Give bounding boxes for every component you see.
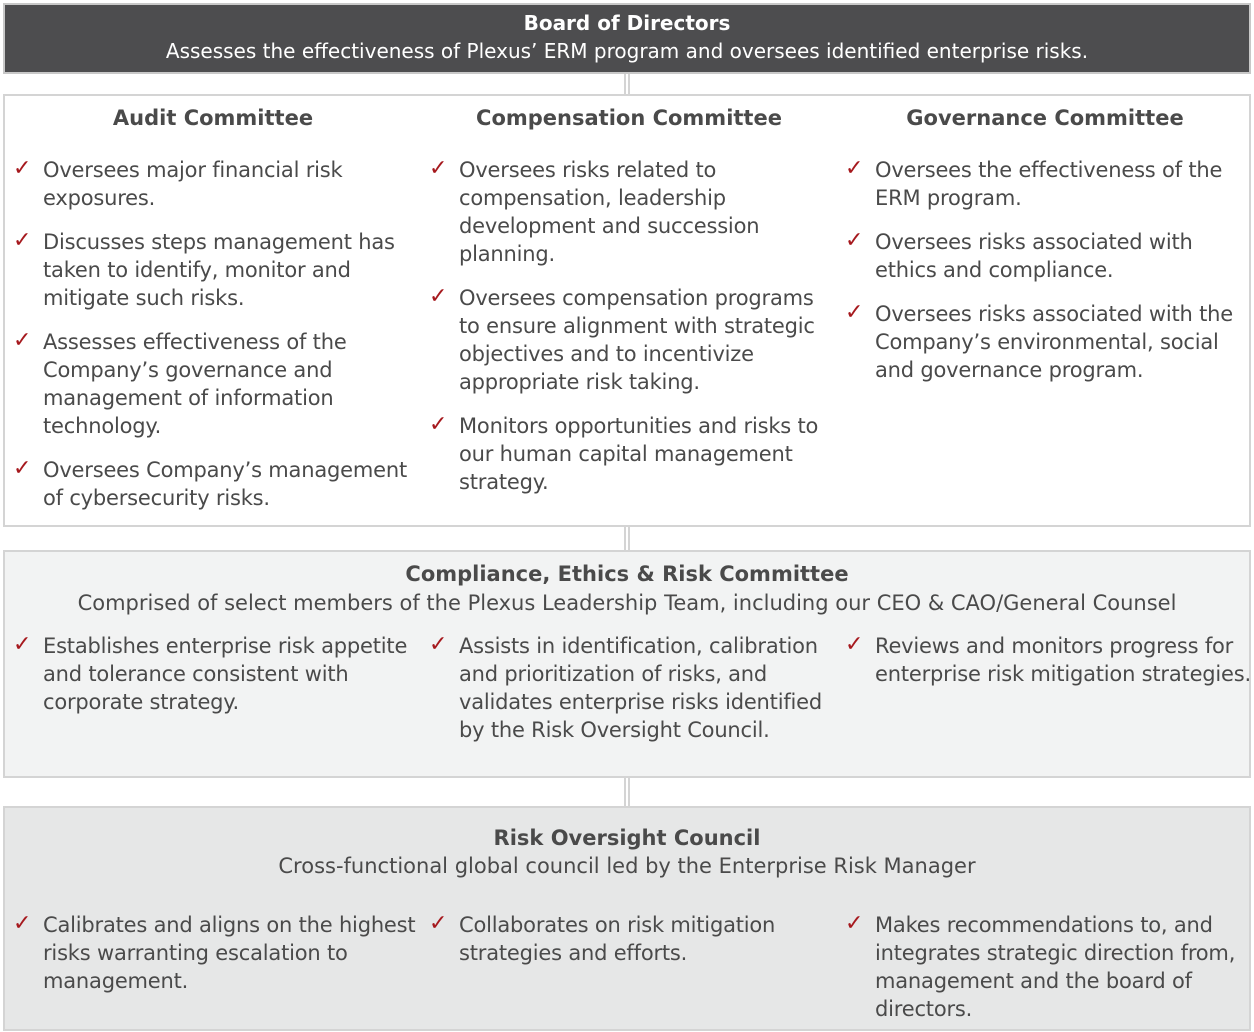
- checkmark-icon: ✓: [429, 156, 448, 181]
- checkmark-icon: ✓: [429, 632, 448, 657]
- governance-committee-list: [845, 156, 1254, 400]
- list-item: ✓ Oversees risks associated with the Company’s environmental, social and governance program.: [845, 300, 1233, 382]
- checkmark-icon: ✓: [429, 911, 448, 936]
- cers-title: Compliance, Ethics & Risk Committee: [405, 562, 849, 586]
- list-item: ✓ Collaborates on risk mitigation strategies and efforts.: [429, 911, 776, 965]
- list-item: ✓ Reviews and monitors progress for enterprise risk mitigation strategies.: [845, 632, 1251, 686]
- list-item: ✓ Oversees risks related to compensation, leadership development and succession planning.: [429, 156, 760, 266]
- list-item: ✓ Oversees the effectiveness of the ERM program.: [845, 156, 1223, 210]
- list-item: ✓ Assists in identification, calibration and prioritization of risks, and validates enterprise risks identified by the Risk Oversight Council.: [429, 632, 823, 742]
- checkmark-icon: ✓: [13, 632, 32, 657]
- checkmark-icon: ✓: [845, 911, 864, 936]
- list-item: ✓ Discusses steps management has taken to identify, monitor and mitigate such risks.: [13, 228, 395, 310]
- checkmark-icon: ✓: [13, 156, 32, 181]
- list-item: ✓ Makes recommendations to, and integrates strategic direction from, management and the board of directors.: [845, 911, 1236, 1021]
- roc-list-2: [429, 911, 839, 983]
- list-item: ✓ Oversees major financial risk exposures.: [13, 156, 343, 210]
- cers-list-1: [13, 632, 423, 732]
- list-item: ✓ Oversees compensation programs to ensure alignment with strategic objectives and to incentivize appropriate risk taking.: [429, 284, 815, 394]
- list-item: ✓ Oversees risks associated with ethics and compliance.: [845, 228, 1193, 282]
- roc-title: Risk Oversight Council: [493, 826, 761, 850]
- list-item: ✓ Calibrates and aligns on the highest risks warranting escalation to management.: [13, 911, 416, 993]
- checkmark-icon: ✓: [845, 156, 864, 181]
- list-item: ✓ Assesses effectiveness of the Company’s governance and management of information technology.: [13, 328, 347, 438]
- audit-committee-title: Audit Committee: [112, 106, 314, 130]
- checkmark-icon: ✓: [845, 632, 864, 657]
- compensation-committee-list: [429, 156, 839, 512]
- checkmark-icon: ✓: [13, 328, 32, 353]
- list-item: ✓ Monitors opportunities and risks to our human capital management strategy.: [429, 412, 819, 494]
- roc-subtitle: Cross-functional global council led by the Enterprise Risk Manager: [278, 854, 976, 878]
- audit-committee-list: [13, 156, 423, 528]
- cers-subtitle: Comprised of select members of the Plexus Leadership Team, including our CEO & CAO/General Counsel: [77, 591, 1177, 615]
- board-subtitle: Assesses the effectiveness of Plexus’ ERM program and oversees identified enterprise risks.: [165, 39, 1089, 63]
- checkmark-icon: ✓: [845, 300, 864, 325]
- compliance-ethics-risk-committee-box: [3, 550, 1251, 778]
- cers-list-3: [845, 632, 1254, 704]
- checkmark-icon: ✓: [429, 412, 448, 437]
- checkmark-icon: ✓: [13, 911, 32, 936]
- cers-list-2: [429, 632, 839, 760]
- roc-list-1: [13, 911, 423, 1011]
- checkmark-icon: ✓: [845, 228, 864, 253]
- board-title: Board of Directors: [523, 11, 731, 35]
- checkmark-icon: ✓: [429, 284, 448, 309]
- list-item: ✓ Oversees Company’s management of cybersecurity risks.: [13, 456, 407, 510]
- roc-list-3: [845, 911, 1254, 1032]
- risk-oversight-council-box: [3, 806, 1251, 1031]
- governance-committee-title: Governance Committee: [906, 106, 1184, 130]
- list-item: ✓ Establishes enterprise risk appetite and tolerance consistent with corporate strategy.: [13, 632, 408, 714]
- connector-cers-roc: [624, 778, 630, 806]
- checkmark-icon: ✓: [13, 228, 32, 253]
- checkmark-icon: ✓: [13, 456, 32, 481]
- committees-box: [3, 94, 1251, 527]
- connector-committees-cers: [624, 527, 630, 550]
- board-of-directors-box: [3, 3, 1251, 74]
- connector-board-committees: [624, 74, 630, 94]
- compensation-committee-title: Compensation Committee: [476, 106, 782, 130]
